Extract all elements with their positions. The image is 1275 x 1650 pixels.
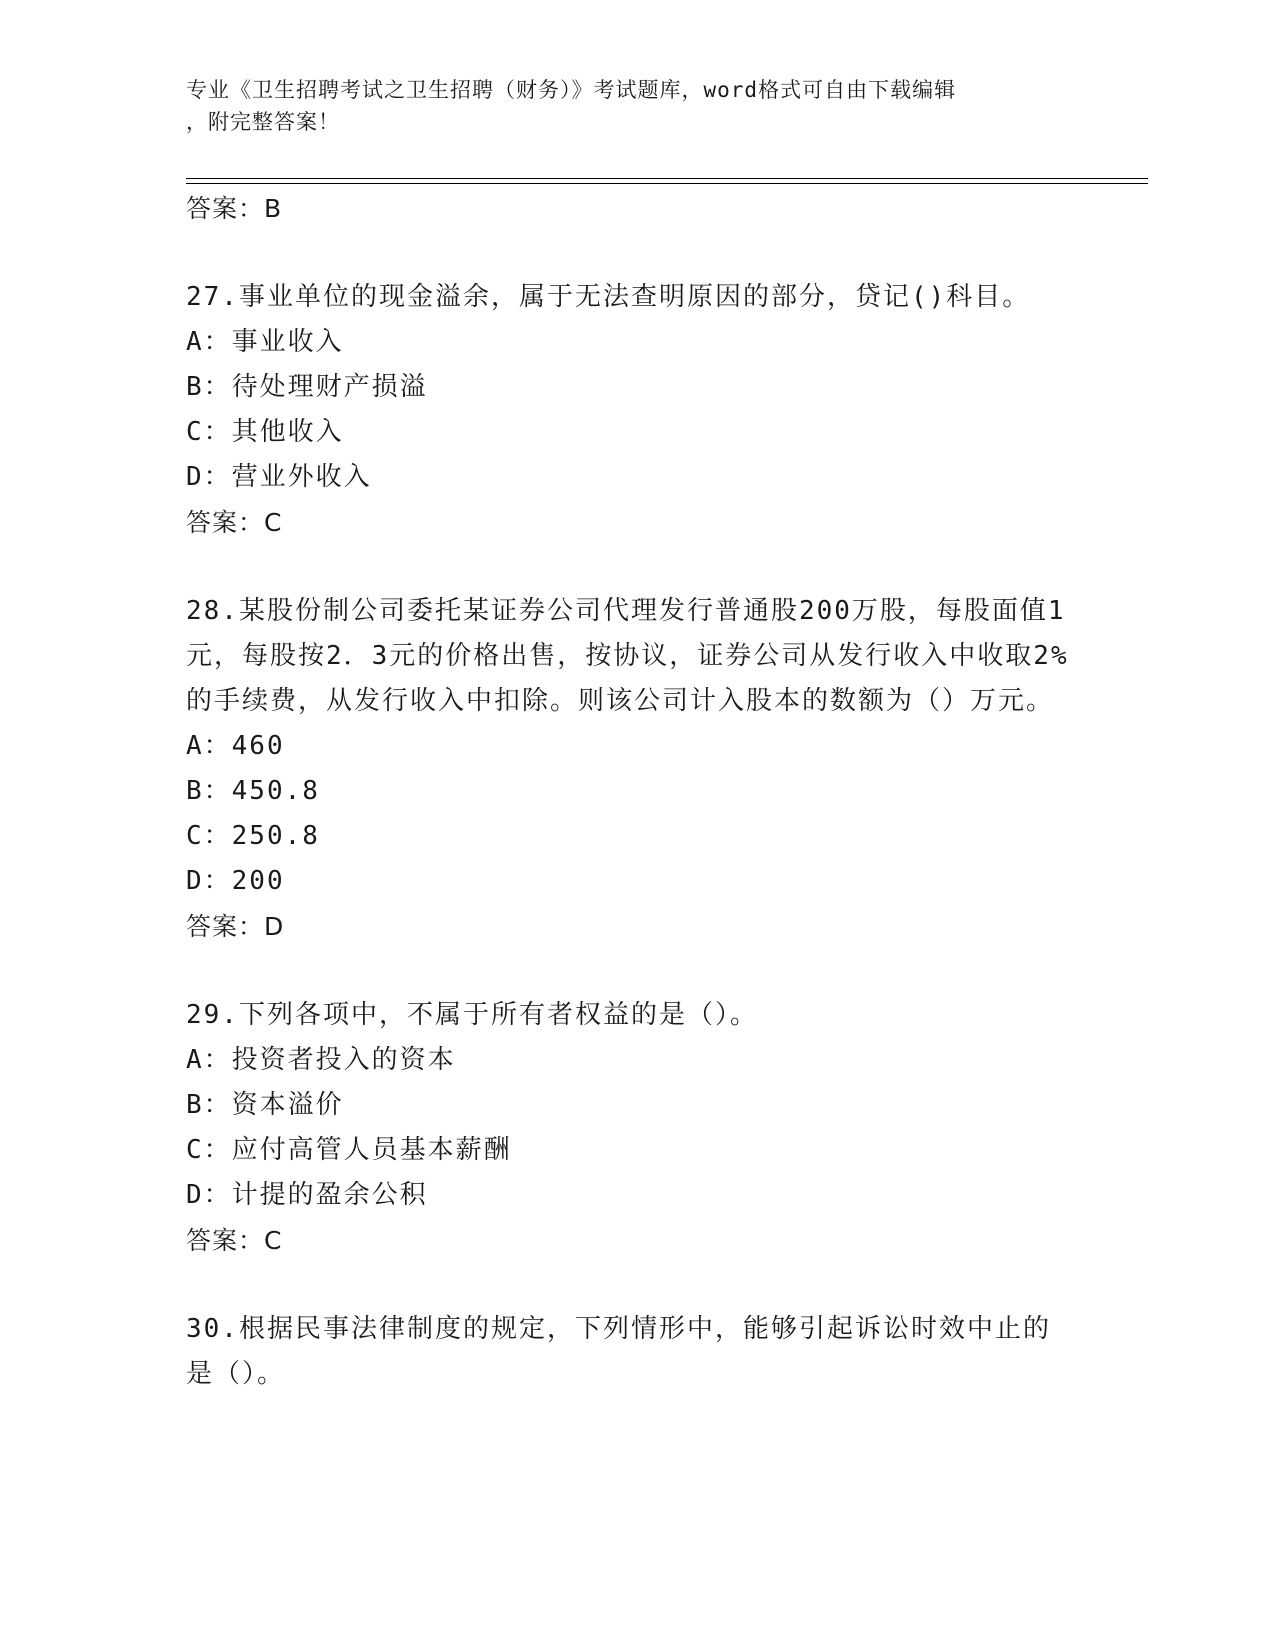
option-d: D：计提的盈余公积 <box>186 1180 428 1210</box>
question-text: 30.根据民事法律制度的规定，下列情形中，能够引起诉讼时效中止的是（）。 <box>186 1314 1051 1389</box>
option-b: B：资本溢价 <box>186 1090 344 1120</box>
document-body <box>186 186 1076 1397</box>
question-text: 27.事业单位的现金溢余，属于无法查明原因的部分，贷记()科目。 <box>186 282 1031 312</box>
option-b: B：450.8 <box>186 776 320 806</box>
option-d: D：营业外收入 <box>186 462 372 492</box>
answer-line: 答案：B <box>186 194 283 223</box>
option-c: C：应付高管人员基本薪酬 <box>186 1135 512 1165</box>
option-c: C：250.8 <box>186 821 320 851</box>
answer-line: 答案：D <box>186 912 285 941</box>
question-30 <box>186 1307 1076 1397</box>
option-a: A：投资者投入的资本 <box>186 1045 456 1075</box>
option-b: B：待处理财产损溢 <box>186 372 428 402</box>
question-27 <box>186 275 1076 545</box>
option-a: A：460 <box>186 731 285 761</box>
answer-line: 答案：C <box>186 508 283 537</box>
answer-line: 答案：C <box>186 1226 283 1255</box>
question-28 <box>186 589 1076 949</box>
page-header: 专业《卫生招聘考试之卫生招聘（财务）》考试题库，word格式可自由下载编辑 ，附完整答案！ <box>186 78 957 134</box>
option-c: C：其他收入 <box>186 417 344 447</box>
question-text: 28.某股份制公司委托某证券公司代理发行普通股200万股，每股面值1元，每股按2．3元的价格出售，按协议，证券公司从发行收入中收取2%的手续费，从发行收入中扣除。则该公司计入股本的数额为（）万元。 <box>186 596 1069 716</box>
option-d: D：200 <box>186 866 285 896</box>
question-29 <box>186 993 1076 1263</box>
question-text: 29.下列各项中，不属于所有者权益的是（）。 <box>186 1000 758 1030</box>
option-a: A：事业收入 <box>186 327 344 357</box>
header-divider <box>186 178 1148 184</box>
